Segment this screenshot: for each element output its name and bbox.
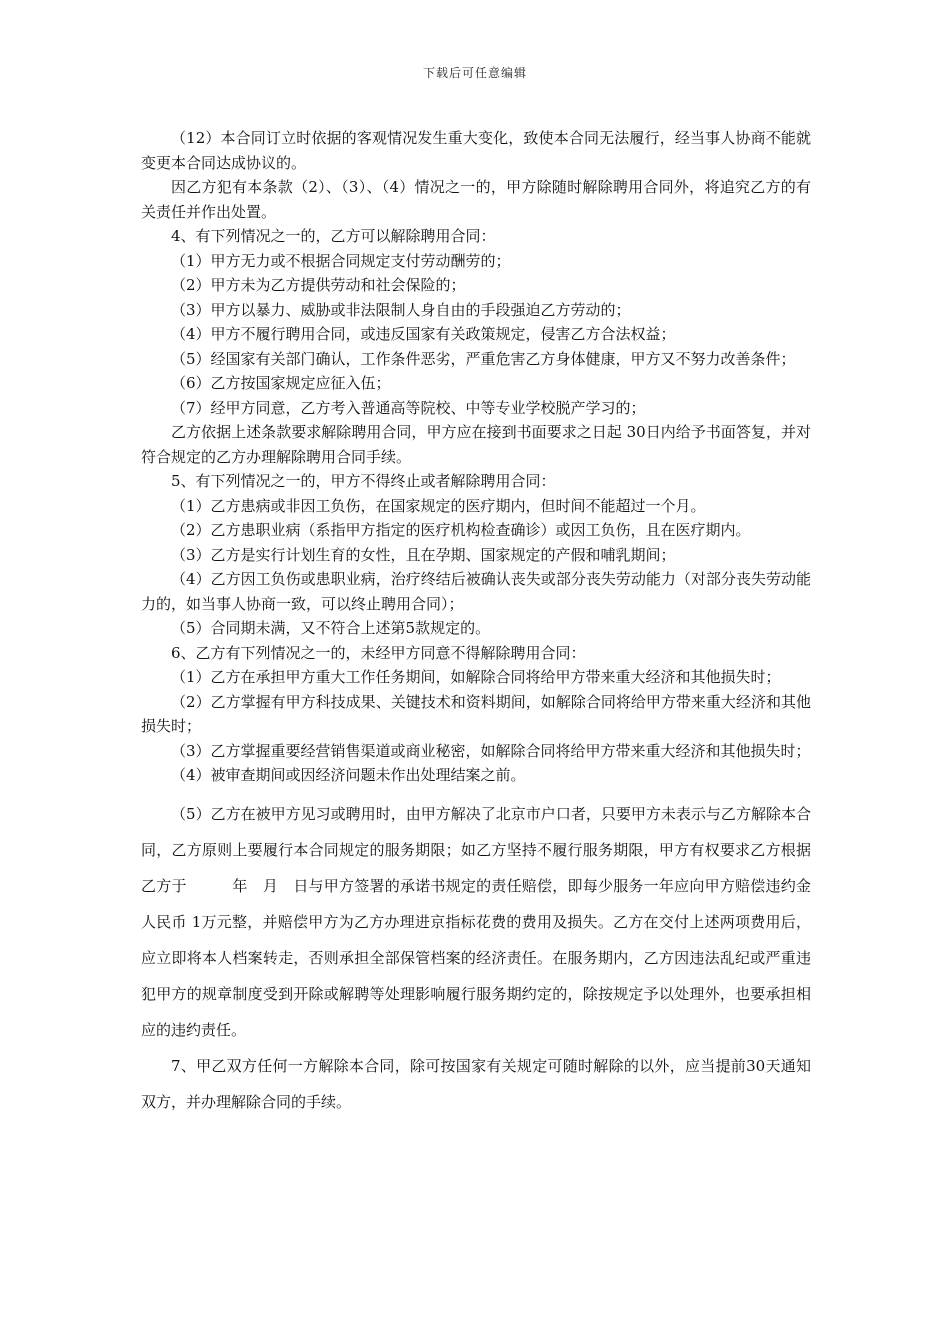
paragraph: （3）甲方以暴力、威胁或非法限制人身自由的手段强迫乙方劳动的； (171, 300, 631, 319)
paragraph: （5）经国家有关部门确认，工作条件恶劣，严重危害乙方身体健康，甲方又不努力改善条件； (171, 349, 796, 368)
paragraph: （1）甲方无力或不根据合同规定支付劳动酬劳的； (171, 251, 511, 270)
paragraph: （7）经甲方同意，乙方考入普通高等院校、中等专业学校脱产学习的； (171, 398, 646, 417)
paragraph: （3）乙方是实行计划生育的女性，且在孕期、国家规定的产假和哺乳期间； (171, 545, 676, 564)
paragraph: （3）乙方掌握重要经营销售渠道或商业秘密，如解除合同将给甲方带来重大经济和其他损失时； (171, 741, 811, 760)
paragraph: 因乙方犯有本条款（2）、（3）、（4）情况之一的，甲方除随时解除聘用合同外，将追究乙方的有关责任并作出处置。 (141, 178, 811, 221)
paragraph: 4、有下列情况之一的，乙方可以解除聘用合同： (171, 227, 496, 245)
page-header-note: 下载后可任意编辑 (422, 66, 527, 80)
paragraph: （12）本合同订立时依据的客观情况发生重大变化，致使本合同无法履行，经当事人协商不能就变更本合同达成协议的。 (141, 129, 811, 172)
paragraph: （2）乙方掌握有甲方科技成果、关键技术和资料期间，如解除合同将给甲方带来重大经济和其他损失时； (141, 692, 811, 735)
paragraph: （4）甲方不履行聘用合同，或违反国家有关政策规定，侵害乙方合法权益； (171, 325, 676, 343)
document-body (141, 126, 811, 1120)
paragraph: （2）甲方未为乙方提供劳动和社会保险的； (171, 276, 466, 294)
paragraph: （4）乙方因工负伤或患职业病，治疗终结后被确认丧失或部分丧失劳动能力（对部分丧失劳动能力的，如当事人协商一致，可以终止聘用合同）； (141, 570, 811, 613)
paragraph: （5）合同期未满，又不符合上述第5款规定的。 (171, 619, 491, 637)
paragraph: （6）乙方按国家规定应征入伍； (171, 374, 391, 392)
paragraph: 5、有下列情况之一的，甲方不得终止或者解除聘用合同： (171, 472, 556, 490)
paragraph-wide: （5）乙方在被甲方见习或聘用时，由甲方解决了北京市户口者，只要甲方未表示与乙方解除本合同，乙方原则上要履行本合同规定的服务期限；如乙方坚持不履行服务期限，甲方有权要求乙方根据乙方于 年 月 日与甲方签署的承诺书规定的责任赔偿，即每少服务一年应向甲方赔偿违约金人民币 1万元整，并赔偿甲方为乙方办理进京指标花费的费用及损失。乙方在交付上述两项费用后，应立即将本人档案转走，否则承担全部保管档案的经济责任。在服务期内，乙方因违法乱纪或严重违犯甲方的规章制度受到开除或解聘等处理影响履行服务期约定的，除按规定予以处理外，也要承担相应的违约责任。 (141, 804, 811, 1039)
paragraph: 6、乙方有下列情况之一的，未经甲方同意不得解除聘用合同： (171, 643, 586, 662)
paragraph: 乙方依据上述条款要求解除聘用合同，甲方应在接到书面要求之日起 30日内给予书面答复，并对符合规定的乙方办理解除聘用合同手续。 (141, 423, 811, 466)
paragraph: （1）乙方患病或非因工负伤，在国家规定的医疗期内，但时间不能超过一个月。 (171, 496, 706, 515)
paragraph: （4）被审查期间或因经济问题未作出处理结案之前。 (171, 766, 526, 784)
paragraph: （2）乙方患职业病（系指甲方指定的医疗机构检查确诊）或因工负伤，且在医疗期内。 (171, 521, 751, 539)
paragraph-wide: 7、甲乙双方任何一方解除本合同，除可按国家有关规定可随时解除的以外，应当提前30天通知双方，并办理解除合同的手续。 (141, 1056, 811, 1111)
paragraph: （1）乙方在承担甲方重大工作任务期间，如解除合同将给甲方带来重大经济和其他损失时； (171, 668, 781, 686)
